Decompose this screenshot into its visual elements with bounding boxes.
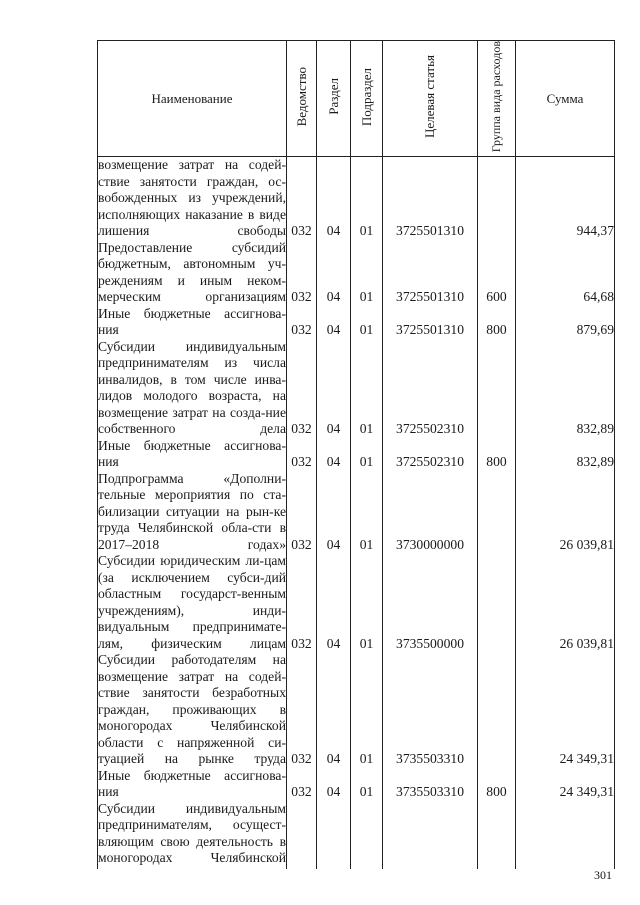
row-expense-group: 600 bbox=[478, 240, 516, 306]
table-row bbox=[98, 768, 615, 801]
row-expense-group bbox=[478, 553, 516, 652]
row-department: 032 bbox=[287, 553, 317, 652]
row-name: возмещение затрат на содей-ствие занятости граждан, ос-вобожденных из учреждений, исполняющих наказание в виде лишения свободы bbox=[98, 157, 286, 239]
table-row bbox=[98, 652, 615, 768]
row-expense-group: 800 bbox=[478, 306, 516, 339]
row-expense-group bbox=[478, 157, 516, 240]
row-expense-group bbox=[478, 652, 516, 768]
row-expense-group bbox=[478, 471, 516, 554]
row-subsection bbox=[351, 801, 383, 869]
row-sum: 944,37 bbox=[516, 157, 615, 240]
table-row bbox=[98, 471, 615, 554]
row-name: Субсидии работодателям на возмещение затрат на содей-ствие занятости безработных граждан, проживающих в моногородах Челябинской области с напряженной си-туацией на рынке труда bbox=[98, 652, 286, 767]
row-sum: 26 039,81 bbox=[516, 553, 615, 652]
page-number: 301 bbox=[594, 868, 612, 882]
row-name: Субсидии индивидуальным предпринимателям из числа инвалидов, в том числе инва-лидов молодого возраста, на возмещение затрат на созда-ние собственного дела bbox=[98, 338, 286, 437]
row-department: 032 bbox=[287, 240, 317, 306]
row-department: 032 bbox=[287, 438, 317, 471]
row-section: 04 bbox=[317, 553, 351, 652]
row-section: 04 bbox=[317, 471, 351, 554]
header-subsection: Подраздел bbox=[351, 41, 383, 157]
row-section: 04 bbox=[317, 157, 351, 240]
row-sum: 64,68 bbox=[516, 240, 615, 306]
header-sum: Сумма bbox=[516, 41, 615, 157]
table-row bbox=[98, 438, 615, 471]
row-section: 04 bbox=[317, 306, 351, 339]
row-target-article: 3735500000 bbox=[383, 553, 478, 652]
row-expense-group bbox=[478, 339, 516, 438]
header-target-article: Целевая статья bbox=[383, 41, 478, 157]
row-department: 032 bbox=[287, 306, 317, 339]
row-expense-group: 800 bbox=[478, 768, 516, 801]
row-department: 032 bbox=[287, 471, 317, 554]
row-subsection: 01 bbox=[351, 306, 383, 339]
row-sum: 24 349,31 bbox=[516, 652, 615, 768]
row-department: 032 bbox=[287, 157, 317, 240]
header-name: Наименование bbox=[98, 41, 287, 157]
header-section: Раздел bbox=[317, 41, 351, 157]
row-sum bbox=[516, 801, 615, 869]
row-department: 032 bbox=[287, 339, 317, 438]
table-row bbox=[98, 801, 615, 869]
table-row bbox=[98, 306, 615, 339]
table-body bbox=[98, 157, 615, 869]
row-subsection: 01 bbox=[351, 339, 383, 438]
header-expense-group: Группа вида расходов bbox=[478, 41, 516, 157]
row-expense-group bbox=[478, 801, 516, 869]
row-target-article: 3735503310 bbox=[383, 652, 478, 768]
row-sum: 832,89 bbox=[516, 339, 615, 438]
row-target-article: 3725501310 bbox=[383, 157, 478, 240]
row-name: Подпрограмма «Дополни-тельные мероприятия по ста-билизации ситуации на рын-ке труда Челябинской обла-сти в 2017–2018 годах» bbox=[98, 470, 286, 552]
row-name: Субсидии юридическим ли-цам (за исключением субси-дий областным государст-венным учреждениям), инди-видуальным предпринимате-лям, физическим лицам bbox=[98, 553, 286, 651]
row-target-article bbox=[383, 801, 478, 869]
row-sum: 24 349,31 bbox=[516, 768, 615, 801]
row-section bbox=[317, 801, 351, 869]
row-name: Иные бюджетные ассигнова-ния bbox=[98, 437, 286, 470]
row-sum: 26 039,81 bbox=[516, 471, 615, 554]
row-subsection: 01 bbox=[351, 652, 383, 768]
header-department: Ведомство bbox=[287, 41, 317, 157]
row-subsection: 01 bbox=[351, 157, 383, 240]
row-target-article: 3735503310 bbox=[383, 768, 478, 801]
table-row bbox=[98, 339, 615, 438]
row-subsection: 01 bbox=[351, 240, 383, 306]
row-name: Иные бюджетные ассигнова-ния bbox=[98, 767, 286, 800]
row-subsection: 01 bbox=[351, 768, 383, 801]
row-target-article: 3725501310 bbox=[383, 306, 478, 339]
row-section: 04 bbox=[317, 438, 351, 471]
row-subsection: 01 bbox=[351, 438, 383, 471]
row-target-article: 3725502310 bbox=[383, 438, 478, 471]
row-section: 04 bbox=[317, 768, 351, 801]
row-sum: 879,69 bbox=[516, 306, 615, 339]
table-row bbox=[98, 240, 615, 306]
row-section: 04 bbox=[317, 652, 351, 768]
row-department: 032 bbox=[287, 768, 317, 801]
table-row bbox=[98, 553, 615, 652]
row-target-article: 3725502310 bbox=[383, 339, 478, 438]
row-target-article: 3725501310 bbox=[383, 240, 478, 306]
row-target-article: 3730000000 bbox=[383, 471, 478, 554]
row-subsection: 01 bbox=[351, 471, 383, 554]
row-name: Предоставление субсидий бюджетным, автономным уч-реждениям и иным неком-мерческим организациям bbox=[98, 239, 286, 305]
row-department: 032 bbox=[287, 652, 317, 768]
row-department bbox=[287, 801, 317, 869]
row-sum: 832,89 bbox=[516, 438, 615, 471]
row-name: Субсидии индивидуальным предпринимателям, осущест-вляющим свою деятельность в моногородах Челябинской bbox=[98, 801, 287, 869]
table-row bbox=[98, 157, 615, 240]
budget-table bbox=[97, 40, 615, 869]
table-header-row bbox=[98, 41, 615, 157]
row-section: 04 bbox=[317, 339, 351, 438]
row-section: 04 bbox=[317, 240, 351, 306]
row-name: Иные бюджетные ассигнова-ния bbox=[98, 305, 286, 338]
row-expense-group: 800 bbox=[478, 438, 516, 471]
row-subsection: 01 bbox=[351, 553, 383, 652]
